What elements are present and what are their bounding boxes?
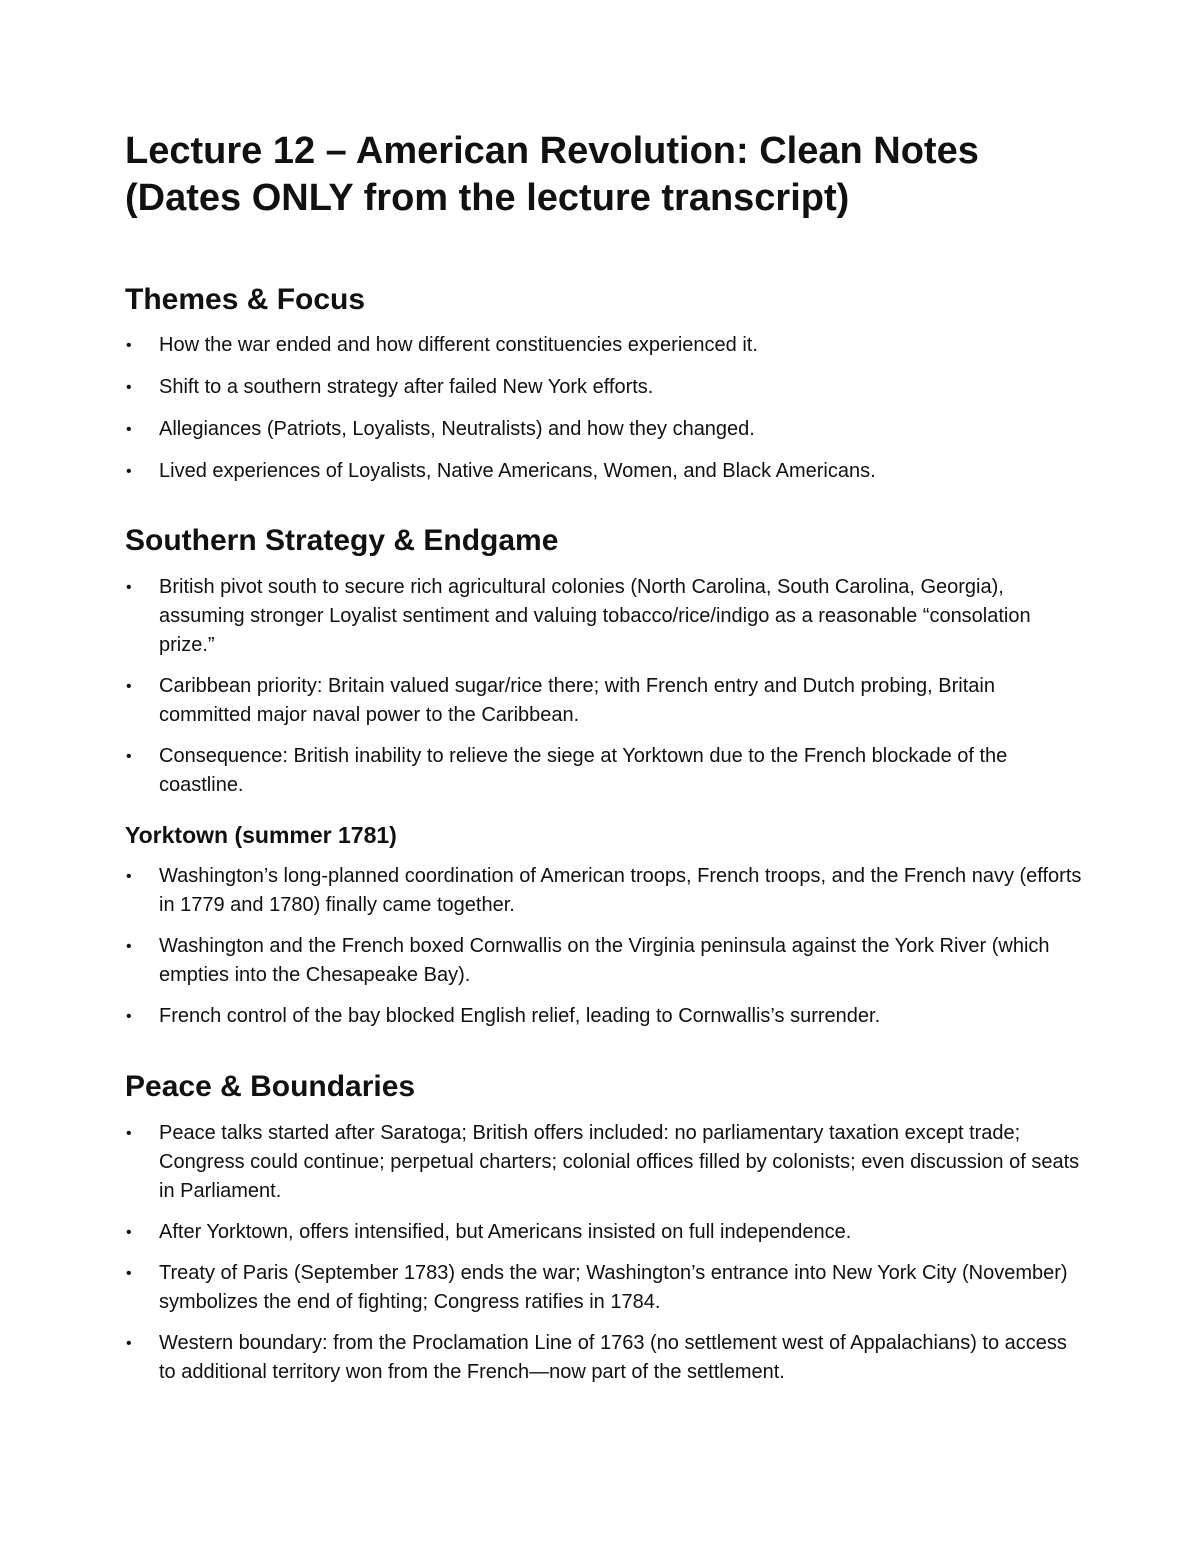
list-item: • Washington and the French boxed Cornwallis on the Virginia peninsula against the York River (which empties into the Chesapeake Bay).	[125, 932, 1085, 990]
peace-boundaries-list	[125, 1119, 1085, 1387]
themes-list	[125, 331, 1085, 486]
heading-yorktown: Yorktown (summer 1781)	[125, 822, 397, 848]
list-item: • Treaty of Paris (September 1783) ends the war; Washington’s entrance into New York City (November) symbolizes the end of fighting; Congress ratifies in 1784.	[125, 1259, 1085, 1317]
title-line-1: Lecture 12 – American Revolution: Clean Notes	[125, 130, 979, 172]
list-item: • Western boundary: from the Proclamation Line of 1763 (no settlement west of Appalachians) to access to additional territory won from the French—now part of the settlement.	[125, 1329, 1085, 1387]
list-item: • Washington’s long-planned coordination of American troops, French troops, and the French navy (efforts in 1779 and 1780) finally came together.	[125, 862, 1085, 920]
list-item: • Shift to a southern strategy after failed New York efforts.	[125, 373, 1085, 402]
list-item: • Consequence: British inability to relieve the siege at Yorktown due to the French blockade of the coastline.	[125, 742, 1085, 800]
list-item: • After Yorktown, offers intensified, but Americans insisted on full independence.	[125, 1218, 1085, 1247]
page-title	[125, 128, 1085, 222]
heading-southern-strategy: Southern Strategy & Endgame	[125, 524, 559, 557]
yorktown-list	[125, 862, 1085, 1031]
southern-strategy-list	[125, 573, 1085, 800]
list-item: • British pivot south to secure rich agricultural colonies (North Carolina, South Carolina, Georgia), assuming stronger Loyalist sentiment and valuing tobacco/rice/indigo as a reasonable “consolation prize.”	[125, 573, 1085, 660]
title-line-2: (Dates ONLY from the lecture transcript)	[125, 177, 850, 219]
document-page	[125, 128, 1085, 1387]
list-item: • Lived experiences of Loyalists, Native Americans, Women, and Black Americans.	[125, 457, 1085, 486]
list-item: • French control of the bay blocked English relief, leading to Cornwallis’s surrender.	[125, 1002, 1085, 1031]
heading-themes-focus: Themes & Focus	[125, 283, 366, 316]
list-item: • Allegiances (Patriots, Loyalists, Neutralists) and how they changed.	[125, 415, 1085, 444]
heading-peace-boundaries: Peace & Boundaries	[125, 1070, 416, 1103]
list-item: • How the war ended and how different constituencies experienced it.	[125, 331, 1085, 360]
list-item: • Caribbean priority: Britain valued sugar/rice there; with French entry and Dutch probing, Britain committed major naval power to the Caribbean.	[125, 672, 1085, 730]
list-item: • Peace talks started after Saratoga; British offers included: no parliamentary taxation except trade; Congress could continue; perpetual charters; colonial offices filled by colonists; even discussion of seats in Parliament.	[125, 1119, 1085, 1206]
